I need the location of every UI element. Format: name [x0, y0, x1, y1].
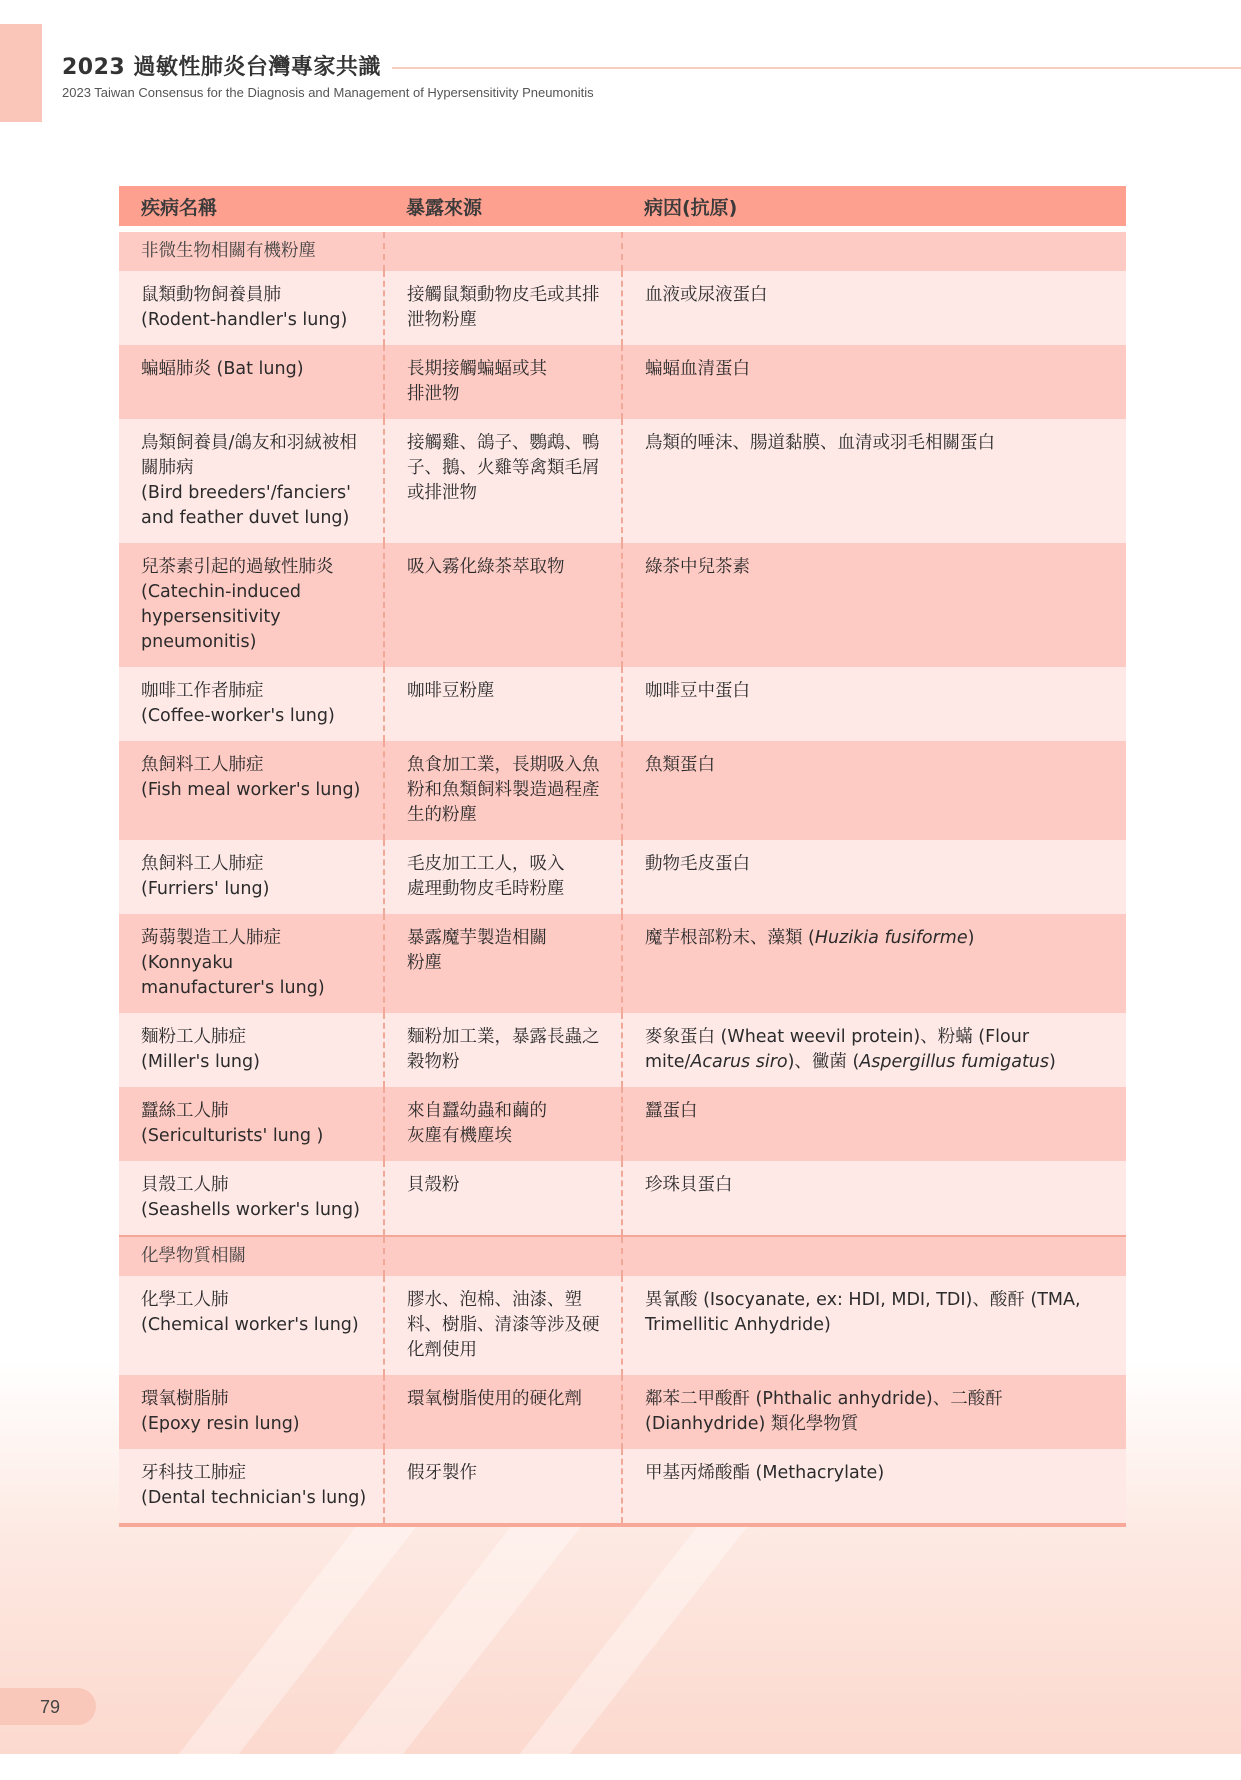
cause-cell: 綠茶中兒茶素 — [622, 543, 1126, 667]
category-empty-cell — [384, 232, 622, 271]
disease-cell: 蠶絲工人肺 (Sericulturists' lung ) — [119, 1087, 384, 1161]
table-row — [119, 1161, 1126, 1236]
cause-cell: 魔芋根部粉末、藻類 (Huzikia fusiforme) — [622, 914, 1126, 1013]
disease-cell: 麵粉工人肺症 (Miller's lung) — [119, 1013, 384, 1087]
table-row — [119, 840, 1126, 914]
cause-cell: 咖啡豆中蛋白 — [622, 667, 1126, 741]
exposure-cell: 接觸雞、鴿子、鸚鵡、鴨子、鵝、火雞等禽類毛屑或排泄物 — [384, 419, 622, 543]
exposure-cell: 來自蠶幼蟲和繭的 灰塵有機塵埃 — [384, 1087, 622, 1161]
table-header-row — [119, 186, 1126, 226]
disease-cell: 魚飼料工人肺症 (Furriers' lung) — [119, 840, 384, 914]
disease-cell: 蒟蒻製造工人肺症 (Konnyaku manufacturer's lung) — [119, 914, 384, 1013]
disease-cell: 兒茶素引起的過敏性肺炎 (Catechin-induced hypersensitivity pneumonitis) — [119, 543, 384, 667]
cause-cell: 珍珠貝蛋白 — [622, 1161, 1126, 1236]
table-row — [119, 1087, 1126, 1161]
table-row — [119, 1013, 1126, 1087]
document-subtitle: 2023 Taiwan Consensus for the Diagnosis and Management of Hypersensitivity Pneumonitis — [62, 85, 594, 100]
cause-cell: 鳥類的唾沫、腸道黏膜、血清或羽毛相關蛋白 — [622, 419, 1126, 543]
table-row — [119, 1276, 1126, 1375]
cause-cell: 異氰酸 (Isocyanate, ex: HDI, MDI, TDI)、酸酐 (TMA, Trimellitic Anhydride) — [622, 1276, 1126, 1375]
column-header-disease: 疾病名稱 — [119, 186, 384, 226]
category-empty-cell — [622, 232, 1126, 271]
disease-cell: 牙科技工肺症 (Dental technician's lung) — [119, 1449, 384, 1523]
table-row — [119, 543, 1126, 667]
disease-cell: 蝙蝠肺炎 (Bat lung) — [119, 345, 384, 419]
category-label: 非微生物相關有機粉塵 — [119, 232, 384, 271]
exposure-cell: 貝殼粉 — [384, 1161, 622, 1236]
category-row — [119, 1236, 1126, 1276]
header-rule — [392, 67, 1241, 69]
exposure-cell: 吸入霧化綠茶萃取物 — [384, 543, 622, 667]
disease-cell: 貝殼工人肺 (Seashells worker's lung) — [119, 1161, 384, 1236]
exposure-cell: 膠水、泡棉、油漆、塑料、樹脂、清漆等涉及硬化劑使用 — [384, 1276, 622, 1375]
exposure-cell: 魚食加工業，長期吸入魚粉和魚類飼料製造過程產生的粉塵 — [384, 741, 622, 840]
table-row — [119, 419, 1126, 543]
cause-cell: 鄰苯二甲酸酐 (Phthalic anhydride)、二酸酐 (Dianhydride) 類化學物質 — [622, 1375, 1126, 1449]
corner-accent-block — [0, 24, 42, 122]
exposure-cell: 長期接觸蝙蝠或其 排泄物 — [384, 345, 622, 419]
column-header-exposure: 暴露來源 — [384, 186, 622, 226]
cause-cell: 蠶蛋白 — [622, 1087, 1126, 1161]
table-row — [119, 345, 1126, 419]
document-title: 2023 過敏性肺炎台灣專家共識 — [62, 55, 381, 80]
exposure-cell: 咖啡豆粉塵 — [384, 667, 622, 741]
exposure-cell: 假牙製作 — [384, 1449, 622, 1523]
category-row — [119, 232, 1126, 271]
disease-cell: 鳥類飼養員/鴿友和羽絨被相關肺病 (Bird breeders'/fanciers' and feather duvet lung) — [119, 419, 384, 543]
table-row — [119, 1449, 1126, 1523]
exposure-cell: 接觸鼠類動物皮毛或其排泄物粉塵 — [384, 271, 622, 345]
disease-cell: 咖啡工作者肺症 (Coffee-worker's lung) — [119, 667, 384, 741]
page-number: 79 — [40, 1697, 61, 1717]
exposure-cell: 麵粉加工業，暴露長蟲之穀物粉 — [384, 1013, 622, 1087]
category-empty-cell — [622, 1236, 1126, 1276]
exposure-cell: 環氧樹脂使用的硬化劑 — [384, 1375, 622, 1449]
cause-cell: 蝙蝠血清蛋白 — [622, 345, 1126, 419]
cause-cell: 麥象蛋白 (Wheat weevil protein)、粉蟎 (Flour mite/Acarus siro)、黴菌 (Aspergillus fumigatus) — [622, 1013, 1126, 1087]
table-row — [119, 271, 1126, 345]
hp-causes-table — [119, 186, 1126, 1527]
disease-cell: 化學工人肺 (Chemical worker's lung) — [119, 1276, 384, 1375]
category-label: 化學物質相關 — [119, 1236, 384, 1276]
column-header-cause: 病因(抗原) — [622, 186, 1126, 226]
exposure-cell: 毛皮加工工人，吸入 處理動物皮毛時粉塵 — [384, 840, 622, 914]
disease-cell: 魚飼料工人肺症 (Fish meal worker's lung) — [119, 741, 384, 840]
table-row — [119, 741, 1126, 840]
cause-cell: 魚類蛋白 — [622, 741, 1126, 840]
cause-cell: 動物毛皮蛋白 — [622, 840, 1126, 914]
exposure-cell: 暴露魔芋製造相關 粉塵 — [384, 914, 622, 1013]
cause-cell: 甲基丙烯酸酯 (Methacrylate) — [622, 1449, 1126, 1523]
table-row — [119, 667, 1126, 741]
disease-cell: 鼠類動物飼養員肺 (Rodent-handler's lung) — [119, 271, 384, 345]
category-empty-cell — [384, 1236, 622, 1276]
table-bottom-rule — [119, 1523, 1126, 1527]
table-row — [119, 1375, 1126, 1449]
cause-cell: 血液或尿液蛋白 — [622, 271, 1126, 345]
table-row — [119, 914, 1126, 1013]
disease-cell: 環氧樹脂肺 (Epoxy resin lung) — [119, 1375, 384, 1449]
